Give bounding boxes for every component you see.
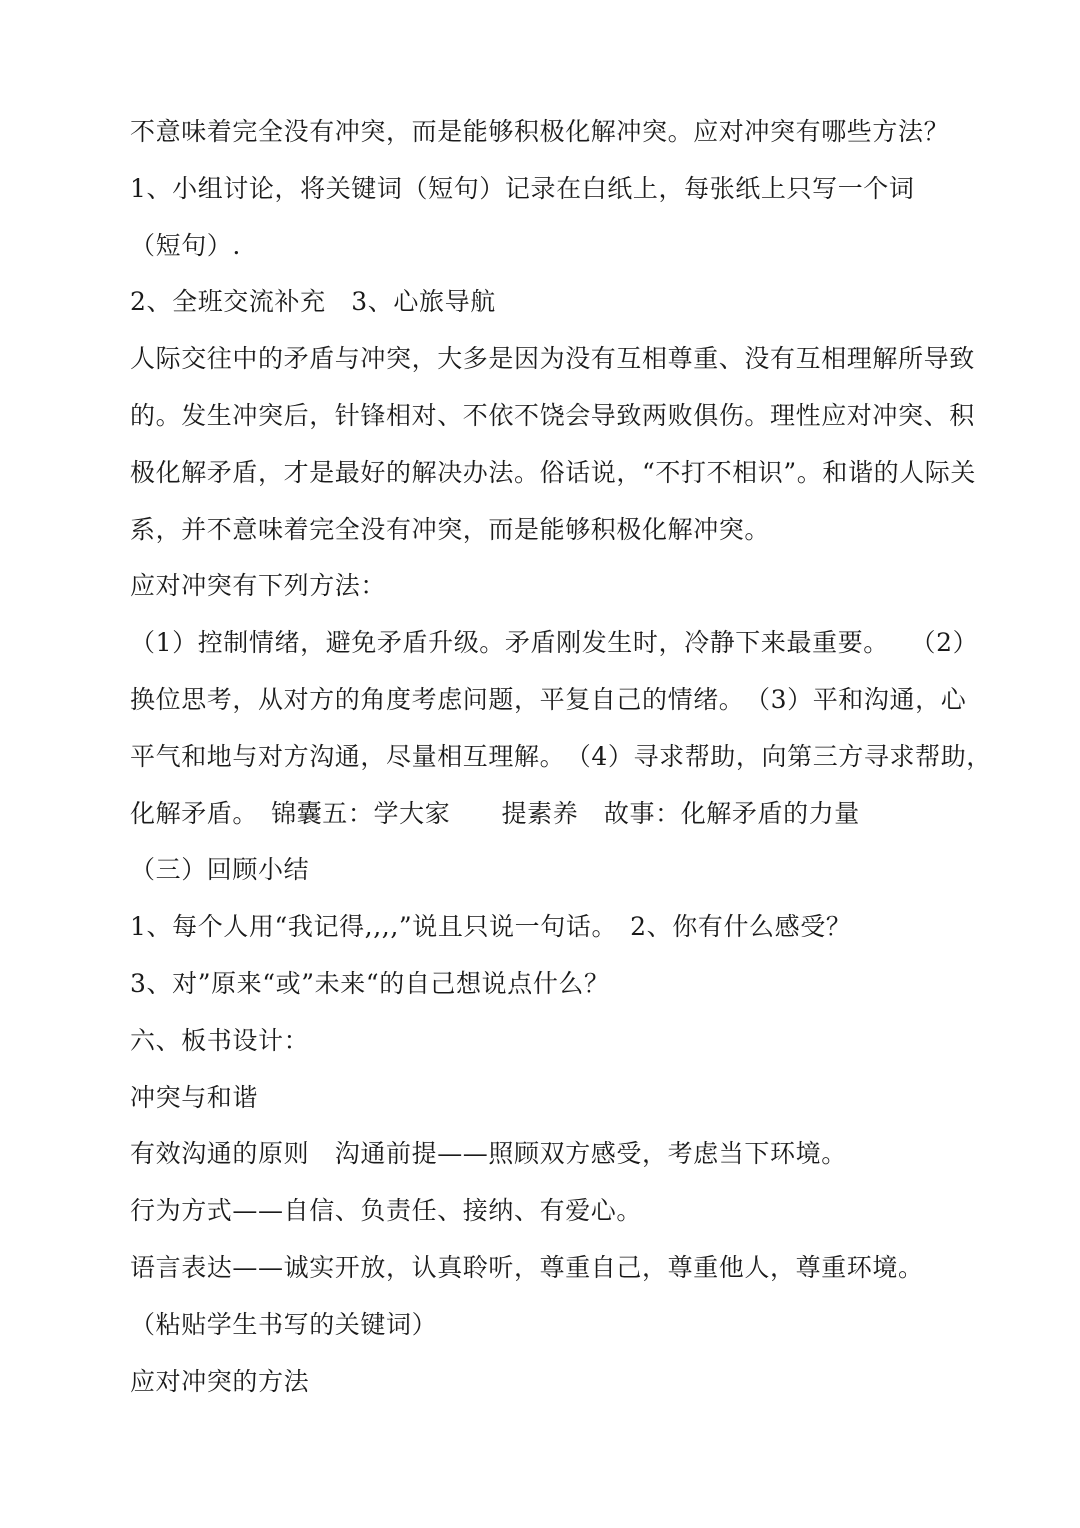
text-line: 平气和地与对方沟通，尽量相互理解。 （4）寻求帮助，向第三方寻求帮助， <box>130 741 992 771</box>
text-line: 极化解矛盾，才是最好的解决办法。俗话说，“不打不相识”。和谐的人际关 <box>130 457 976 487</box>
text-line: 应对冲突的方法 <box>130 1366 310 1396</box>
text-line: （1）控制情绪，避免矛盾升级。矛盾刚发生时，冷静下来最重要。 （2） <box>130 628 979 658</box>
text-line: 系，并不意味着完全没有冲突，而是能够积极化解冲突。 <box>130 514 771 544</box>
text-line: （粘贴学生书写的关键词） <box>130 1309 438 1339</box>
text-line: 人际交往中的矛盾与冲突，大多是因为没有互相尊重、没有互相理解所导致 <box>130 344 975 374</box>
text-line: 冲突与和谐 <box>130 1082 259 1112</box>
text-line: 1、小组讨论，将关键词（短句）记录在白纸上，每张纸上只写一个词 <box>130 173 915 203</box>
text-line: 换位思考，从对方的角度考虑问题，平复自己的情绪。 （3）平和沟通，心 <box>130 684 967 714</box>
text-line: 不意味着完全没有冲突，而是能够积极化解冲突。应对冲突有哪些方法？ <box>130 117 950 146</box>
text-line: 行为方式——自信、负责任、接纳、有爱心。 <box>130 1196 643 1226</box>
text-line: （三）回顾小结 <box>130 855 310 885</box>
text-line: 语言表达——诚实开放，认真聆听，尊重自己，尊重他人，尊重环境。 <box>130 1252 924 1282</box>
text-line: 应对冲突有下列方法： <box>130 571 387 601</box>
document-body <box>130 104 992 1410</box>
text-line: 六、板书设计： <box>130 1025 310 1055</box>
text-line: （短句）. <box>130 230 241 260</box>
text-line: 3、对”原来“或”未来“的自己想说点什么？ <box>130 968 610 998</box>
text-line: 的。发生冲突后，针锋相对、不依不饶会导致两败俱伤。理性应对冲突、积 <box>130 400 975 430</box>
text-line: 有效沟通的原则 沟通前提——照顾双方感受，考虑当下环境。 <box>130 1139 847 1169</box>
text-line: 2、全班交流补充 3、心旅导航 <box>130 287 496 317</box>
text-line: 1、每个人用“我记得,,,,”说且只说一句话。 2、你有什么感受？ <box>130 912 852 942</box>
text-line: 化解矛盾。 锦囊五：学大家 提素养 故事：化解矛盾的力量 <box>130 798 860 828</box>
